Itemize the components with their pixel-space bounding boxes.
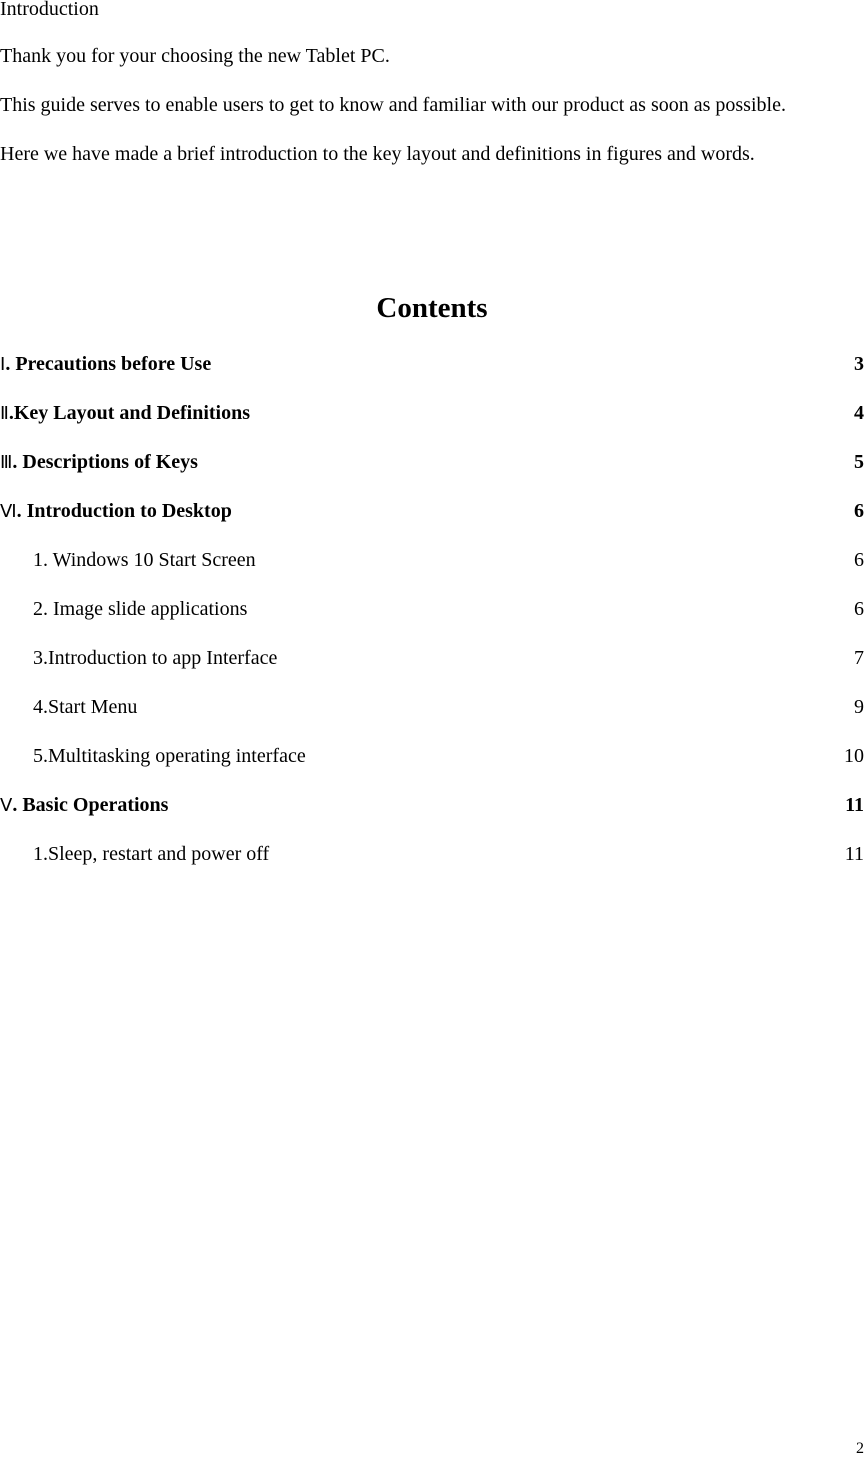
- roman-numeral: Ⅴ: [0, 795, 13, 816]
- table-of-contents: [0, 350, 864, 889]
- roman-numeral: Ⅵ: [0, 501, 17, 522]
- toc-subentry-windows-start-screen[interactable]: [0, 546, 864, 595]
- toc-subentry-title: 1.Sleep, restart and power off: [33, 843, 270, 865]
- intro-paragraph-2: This guide serves to enable users to get to know and familiar with our product as soon as possible.: [0, 94, 786, 116]
- toc-page-number: 9: [854, 696, 864, 718]
- roman-numeral: Ⅱ: [0, 403, 9, 424]
- toc-entry-title: . Introduction to Desktop: [16, 500, 232, 522]
- toc-entry-label: [0, 399, 250, 428]
- toc-entry-descriptions-of-keys[interactable]: [0, 448, 864, 497]
- toc-subentry-image-slide-applications[interactable]: [0, 595, 864, 644]
- toc-subentry-app-interface[interactable]: [0, 644, 864, 693]
- intro-paragraph-3: Here we have made a brief introduction to the key layout and definitions in figures and words.: [0, 143, 755, 165]
- toc-page-number: 6: [854, 549, 864, 571]
- roman-numeral: Ⅲ: [0, 452, 13, 473]
- toc-entry-label: [0, 350, 211, 379]
- toc-entry-label: [0, 791, 168, 820]
- toc-page-number: 6: [854, 598, 864, 620]
- toc-subentry-title: 4.Start Menu: [33, 696, 138, 718]
- toc-entry-label: [0, 497, 232, 526]
- toc-subentry-multitasking[interactable]: [0, 742, 864, 791]
- toc-subentry-title: 2. Image slide applications: [33, 598, 248, 620]
- toc-subentry-title: 1. Windows 10 Start Screen: [33, 549, 256, 571]
- toc-entry-key-layout[interactable]: [0, 399, 864, 448]
- toc-page-number: 4: [854, 402, 864, 424]
- toc-subentry-sleep-restart-power[interactable]: [0, 840, 864, 889]
- toc-page-number: 5: [854, 451, 864, 473]
- toc-entry-precautions[interactable]: [0, 350, 864, 399]
- toc-page-number: 6: [854, 500, 864, 522]
- toc-page-number: 3: [854, 353, 864, 375]
- toc-page-number: 11: [845, 794, 864, 816]
- roman-numeral: Ⅰ: [0, 354, 6, 375]
- intro-paragraph-1: Thank you for your choosing the new Tablet PC.: [0, 45, 390, 67]
- toc-subentry-title: 3.Introduction to app Interface: [33, 647, 278, 669]
- toc-entry-title: .Key Layout and Definitions: [8, 402, 251, 424]
- toc-entry-title: . Descriptions of Keys: [12, 451, 198, 473]
- toc-subentry-start-menu[interactable]: [0, 693, 864, 742]
- toc-entry-introduction-to-desktop[interactable]: [0, 497, 864, 546]
- toc-entry-basic-operations[interactable]: [0, 791, 864, 840]
- toc-entry-title: . Precautions before Use: [5, 353, 212, 375]
- toc-entry-title: . Basic Operations: [12, 794, 169, 816]
- toc-page-number: 7: [854, 647, 864, 669]
- contents-heading: Contents: [376, 292, 488, 324]
- toc-page-number: 10: [844, 745, 864, 767]
- toc-subentry-title: 5.Multitasking operating interface: [33, 745, 306, 767]
- toc-page-number: 11: [844, 843, 864, 865]
- toc-entry-label: [0, 448, 198, 477]
- introduction-title: Introduction: [0, 0, 99, 20]
- page-number: 2: [856, 1440, 864, 1457]
